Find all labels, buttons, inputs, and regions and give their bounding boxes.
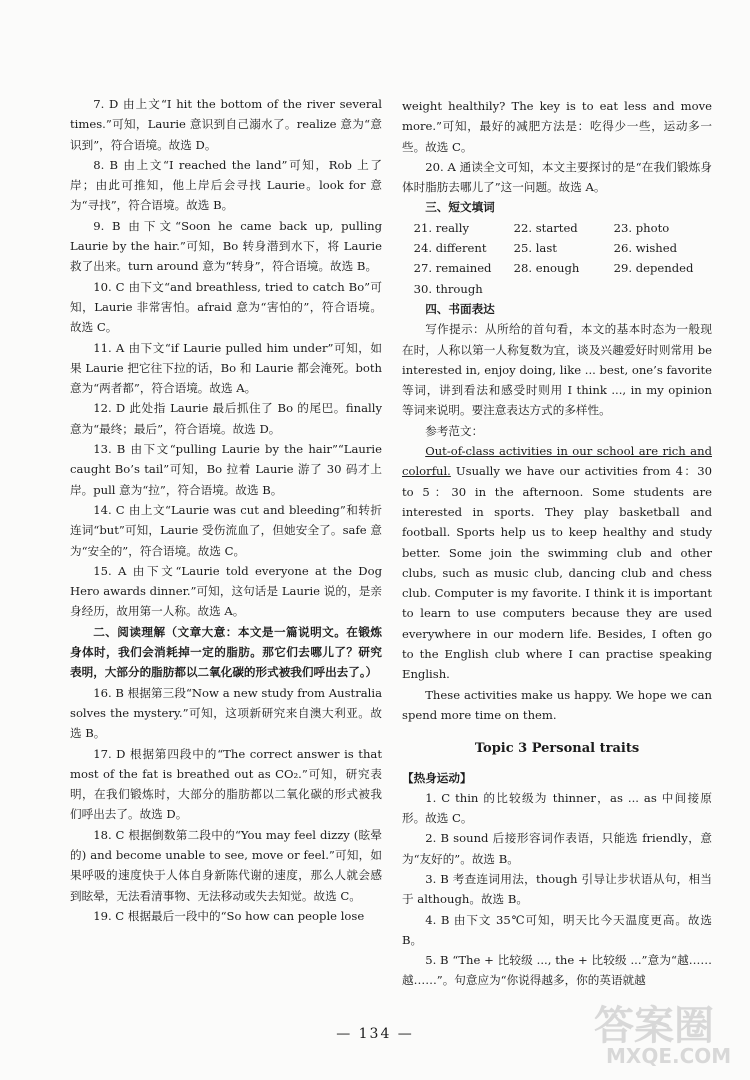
answer-paragraph: 18. C 根据倒数第二段中的“You may feel dizzy (眩晕的) and become unable to see, move or feel.”可知，如果呼吸的速度快于人体自身新陈代谢的速度，那么人就会感到眩晕，无法看清事物、无法移动或失去知觉。故选 C。 — [70, 827, 382, 903]
right-column — [402, 96, 712, 991]
warmup-section — [402, 768, 712, 991]
fill-answer: 21. really — [413, 220, 469, 235]
fill-answer: 30. through — [413, 281, 483, 296]
answer-paragraph: 16. B 根据第三段“Now a new study from Australia solves the mystery.”可知，这项新研究来自澳大利亚。故选 B。 — [70, 685, 382, 741]
answer-paragraph: 9. B 由下文“Soon he came back up, pulling Laurie by the hair.”可知，Bo 转身潜到水下，将 Laurie 救了出来。turn around 意为“转身”，符合语境。故选 B。 — [70, 218, 382, 274]
answer-paragraph: 13. B 由下文“pulling Laurie by the hair”“Laurie caught Bo’s tail”可知，Bo 拉着 Laurie 游了 30 码才上岸。pull 意为“拉”，符合语境。故选 B。 — [70, 442, 382, 497]
writing-paragraph: 四、书面表达 — [425, 301, 495, 316]
sample-essay-paragraph-1 — [402, 441, 712, 685]
sample-essay-paragraph-2: These activities make us happy. We hope we can spend more time on them. — [402, 687, 712, 722]
fill-answer: 29. depended — [613, 261, 694, 276]
essay-first-sentence: Out-of-class activities in our school are rich and colorful. — [402, 444, 712, 479]
writing-section — [402, 299, 712, 441]
warmup-paragraph: 5. B “The + 比较级 ..., the + 比较级 ...”意为“越……越……”。句意应为“你说得越多，你的英语就越 — [402, 953, 712, 988]
answer-paragraph: 12. D 此处指 Laurie 最后抓住了 Bo 的尾巴。finally 意为“最终；最后”，符合语境。故选 D。 — [70, 401, 382, 436]
answer-paragraph: 二、阅读理解（文章大意：本文是一篇说明文。在锻炼身体时，我们会消耗掉一定的脂肪。那它们去哪儿了？研究表明，大部分的脂肪都以二氧化碳的形式被我们呼出去了。） — [70, 624, 382, 680]
writing-paragraph: 参考范文： — [425, 423, 484, 438]
answer-paragraph: 15. A 由下文“Laurie told everyone at the Dog Hero awards dinner.”可知，这句话是 Laurie 说的，是亲身经历，故用第一人称。故选 A。 — [70, 563, 382, 619]
warmup-paragraph: 1. C thin 的比较级为 thinner，as ... as 中间接原形。故选 C。 — [402, 790, 712, 826]
topic-heading: Topic 3 Personal traits — [474, 741, 640, 757]
writing-paragraph: 写作提示：从所给的首句看，本文的基本时态为一般现在时，人称以第一人称复数为宜，谈及兴趣爱好时则常用 be interested in, enjoy doing, like ... best, one’s favorite 等词，讲到看法和感受时则用 I think ..., in my opinion 等词来说明。要注意表达方式的多样性。 — [402, 322, 712, 418]
answer-paragraph: 11. A 由下文“if Laurie pulled him under”可知，如果 Laurie 把它往下拉的话，Bo 和 Laurie 都会淹死。both 意为“两者都”，符合语境。故选 A。 — [70, 340, 382, 396]
watermark-text: 答案圈 — [594, 1003, 714, 1049]
answer-paragraph: weight healthily? The key is to eat less and move more.”可知，最好的减肥方法是：吃得少一些，运动多一些。故选 C。 — [402, 99, 712, 154]
answer-paragraph: 20. A 通读全文可知，本文主要探讨的是“在我们锻炼身体时脂肪去哪儿了”这一问题。故选 A。 — [402, 159, 712, 195]
fill-answer: 27. remained — [413, 261, 492, 276]
right-top-block — [402, 96, 712, 218]
warmup-paragraph: 2. B sound 后接形容词作表语，只能选 friendly，意为“友好的”。故选 B。 — [402, 831, 712, 866]
warmup-paragraph: 【热身运动】 — [402, 770, 472, 785]
watermark-url: MXQE.COM — [606, 1044, 732, 1068]
essay-rest: Usually we have our activities from 4：30 to 5：30 in the afternoon. Some students are interested in sports. They play basketball and football. Sports help us to keep healthy and study better. Some join the swimming club and other clubs, such as music club, dancing club and chess club. Computer is my favorite. I think it is important to learn to use computers because they are used everywhere in our modern life. Besides, I often go to the English club where I can practise speaking English. — [402, 464, 712, 682]
fill-answer: 26. wished — [613, 241, 678, 256]
answer-paragraph: 三、短文填词 — [425, 200, 495, 215]
answer-paragraph: 10. C 由下文“and breathless, tried to catch Bo”可知，Laurie 非常害怕。afraid 意为“害怕的”，符合语境。故选 C。 — [70, 279, 382, 335]
fill-answer: 25. last — [513, 241, 557, 256]
answer-paragraph: 8. B 由上文“I reached the land”可知，Rob 上了岸；由此可推知，他上岸后会寻找 Laurie。look for 意为“寻找”，符合语境。故选 B。 — [70, 157, 382, 213]
fill-answer: 28. enough — [513, 261, 580, 276]
warmup-paragraph: 3. B 考查连词用法，though 引导让步状语从句，相当于 although。故选 B。 — [402, 871, 712, 907]
answer-paragraph: 14. C 由上文“Laurie was cut and bleeding”和转折连词“but”可知，Laurie 受伤流血了，但她安全了。safe 意为“安全的”，符合语境。故选 C。 — [70, 502, 382, 558]
answer-grid — [402, 218, 712, 299]
fill-answer: 23. photo — [613, 220, 670, 235]
warmup-paragraph: 4. B 由下文 35℃可知，明天比今天温度更高。故选 B。 — [402, 912, 712, 947]
watermark-logo — [594, 1004, 744, 1074]
fill-answer: 24. different — [413, 241, 487, 256]
page-number: — 134 — — [336, 1026, 414, 1042]
answer-paragraph: 17. D 根据第四段中的“The correct answer is that most of the fat is breathed out as CO₂.”可知，研究表明，在我们锻炼时，大部分的脂肪都以二氧化碳的形式被我们呼出去了。故选 D。 — [70, 746, 382, 822]
answer-paragraph: 19. C 根据最后一段中的“So how can people lose — [93, 908, 365, 923]
fill-answer: 22. started — [513, 220, 578, 235]
left-column — [70, 94, 382, 926]
answer-paragraph: 7. D 由上文“I hit the bottom of the river several times.”可知，Laurie 意识到自己溺水了。realize 意为“意识到”，符合语境。故选 D。 — [70, 97, 382, 152]
